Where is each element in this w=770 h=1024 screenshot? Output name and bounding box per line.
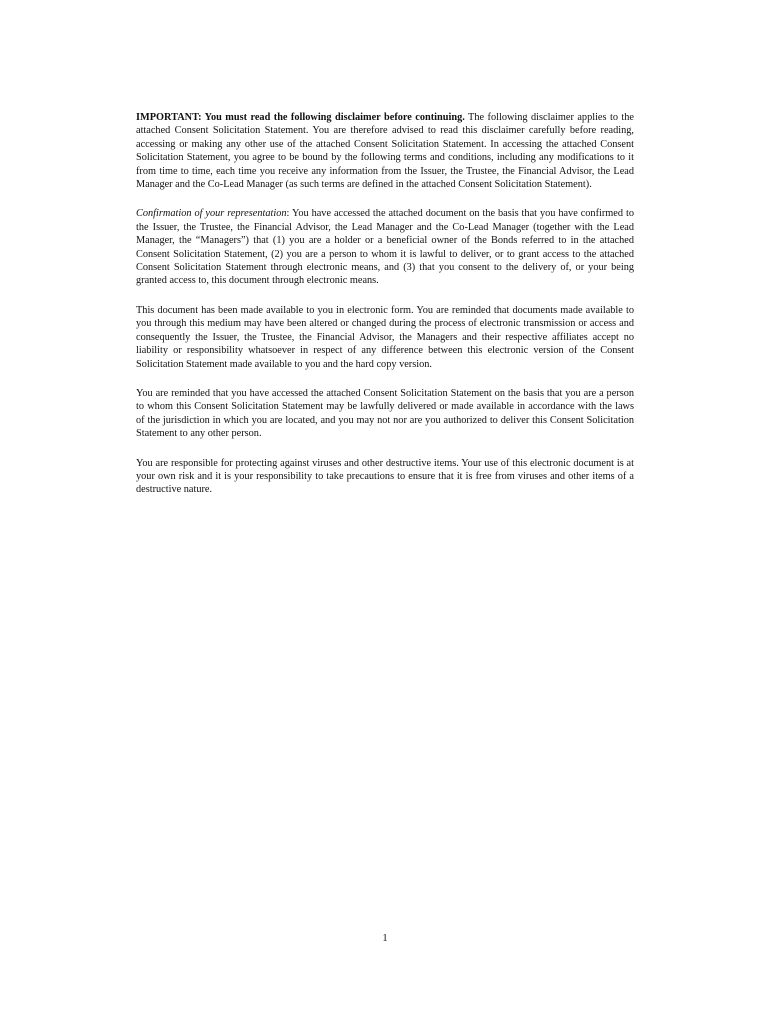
representation-paragraph <box>136 207 634 287</box>
important-heading: IMPORTANT: You must read the following disclaimer before continuing. <box>136 112 465 123</box>
reminder-paragraph: You are reminded that you have accessed the attached Consent Solicitation Statement on the basis that you are a person to whom this Consent Solicitation Statement may be lawfully delivered or made available in accordance with the laws of the jurisdiction in which you are located, and you may not nor are you authorized to deliver this Consent Solicitation Statement to any other person. <box>136 387 634 440</box>
virus-paragraph: You are responsible for protecting against viruses and other destructive items. Your use of this electronic document is at your own risk and it is your responsibility to take precautions to ensure that it is free from viruses and other items of a destructive nature. <box>136 457 634 496</box>
disclaimer-paragraph <box>136 111 634 191</box>
electronic-form-paragraph: This document has been made available to you in electronic form. You are reminded that documents made available to you through this medium may have been altered or changed during the process of electronic transmission or access and consequently the Issuer, the Trustee, the Financial Advisor, the Managers and their respective affiliates accept no liability or responsibility whatsoever in respect of any difference between this electronic version of the Consent Solicitation Statement made available to you and the hard copy version. <box>136 304 634 370</box>
page-number: 1 <box>382 933 388 944</box>
representation-heading: Confirmation of your representation <box>136 208 287 220</box>
disclaimer-text: The following disclaimer applies to the attached Consent Solicitation Statement. You are therefore advised to read this disclaimer carefully before reading, accessing or making any other use of the attached Consent Solicitation Statement. In accessing the attached Consent Solicitation Statement, you agree to be bound by the following terms and conditions, including any modifications to it from time to time, each time you receive any information from the Issuer, the Trustee, the Financial Advisor, the Lead Manager and the Co-Lead Manager (as such terms are defined in the attached Consent Solicitation Statement). <box>136 112 634 191</box>
representation-text: : You have accessed the attached document on the basis that you have confirmed to the Issuer, the Trustee, the Financial Advisor, the Lead Manager and the Co-Lead Manager (together with the Lead Manager, the “Managers”) that (1) you are a holder or a beneficial owner of the Bonds referred to in the attached Consent Solicitation Statement, (2) you are a person to whom it is lawful to deliver, or to grant access to the attached Consent Solicitation Statement through electronic means, and (3) that you consent to the delivery of, or your being granted access to, this document through electronic means. <box>136 208 634 287</box>
document-body <box>136 111 634 513</box>
